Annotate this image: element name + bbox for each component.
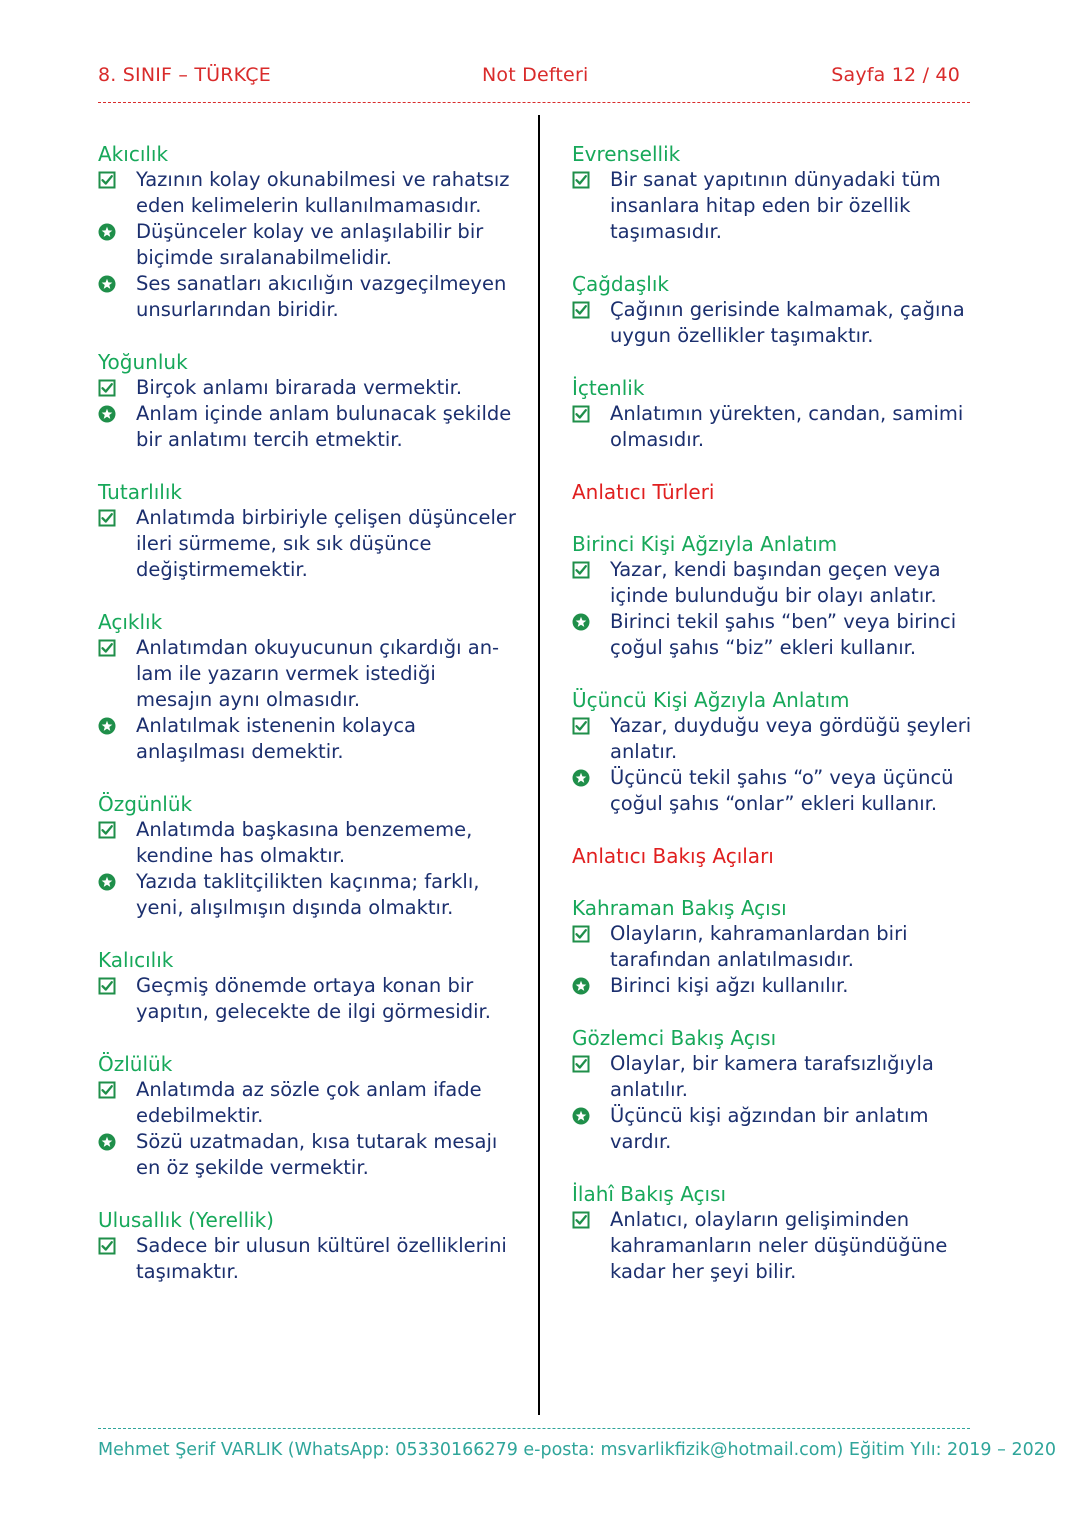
- section-ictenlik: [572, 375, 972, 453]
- list-item: [572, 401, 972, 453]
- list-item: [98, 375, 518, 401]
- section-title: Üçüncü Kişi Ağzıyla Anlatım: [572, 688, 850, 712]
- checkbox-icon: [98, 1237, 116, 1255]
- star-icon: [572, 613, 590, 631]
- footer-divider: [98, 1428, 970, 1429]
- section-gozlemci-bakis-acisi: [572, 1025, 972, 1155]
- list-item: [98, 869, 518, 921]
- class-subject-label: 8. SINIF – TÜRKÇE: [98, 64, 271, 86]
- section-title: Evrensellik: [572, 142, 681, 166]
- list-item: [98, 635, 518, 713]
- section-title: Ulusallık (Yerellik): [98, 1208, 274, 1232]
- list-item: [572, 713, 972, 765]
- chapter-heading: Anlatıcı Türleri: [572, 480, 715, 504]
- checkbox-icon: [98, 639, 116, 657]
- list-item: [572, 921, 972, 973]
- list-item-text: Yazar, duyduğu veya gördüğü şeyleri anlatır.: [610, 714, 972, 763]
- section-title: Akıcılık: [98, 142, 169, 166]
- star-icon: [98, 873, 116, 891]
- list-item: [98, 401, 518, 453]
- list-item: [98, 1233, 518, 1285]
- checkbox-icon: [98, 509, 116, 527]
- list-item: [98, 713, 518, 765]
- list-item: [572, 765, 972, 817]
- list-item-text: Düşünceler kolay ve anlaşılabilir bir biçimde sıralanabilmelidir.: [136, 220, 484, 269]
- list-item: [98, 973, 518, 1025]
- list-item-text: Anlatımın yürekten, candan, samimi olmasıdır.: [610, 402, 964, 451]
- list-item-text: Sözü uzatmadan, kısa tutarak mesajı en öz şekilde vermektir.: [136, 1130, 498, 1179]
- star-icon: [98, 223, 116, 241]
- list-item: [572, 557, 972, 609]
- list-item-text: Üçüncü kişi ağzından bir anlatım vardır.: [610, 1104, 929, 1153]
- list-item: [572, 1207, 972, 1285]
- star-icon: [572, 769, 590, 787]
- list-item-text: Yazıda taklitçilikten kaçınma; farklı, yeni, alışılmışın dışında olmaktır.: [136, 870, 480, 919]
- checkbox-icon: [572, 301, 590, 319]
- section-birinci-kisi-agziyla-anlatim: [572, 531, 972, 661]
- section-title: Kahraman Bakış Açısı: [572, 896, 787, 920]
- list-item-text: Birçok anlamı birarada vermektir.: [136, 376, 463, 399]
- section-title: Açıklık: [98, 610, 163, 634]
- list-item-text: Sadece bir ulusun kültürel özelliklerini taşımaktır.: [136, 1234, 507, 1283]
- list-item: [98, 505, 518, 583]
- star-icon: [572, 1107, 590, 1125]
- list-item-text: Birinci kişi ağzı kullanılır.: [610, 974, 849, 997]
- checkbox-icon: [98, 821, 116, 839]
- document-title: Not Defteri: [482, 64, 589, 86]
- section-title: Kalıcılık: [98, 948, 174, 972]
- list-item-text: Olaylar, bir kamera tarafsızlığıyla anlatılır.: [610, 1052, 934, 1101]
- left-column: [98, 141, 518, 1311]
- list-item-text: Anlatımda az sözle çok anlam ifade edebilmektir.: [136, 1078, 482, 1127]
- section-aciklik: [98, 609, 518, 765]
- section-title: Yoğunluk: [98, 350, 188, 374]
- section-title: Özlülük: [98, 1052, 173, 1076]
- checkbox-icon: [572, 925, 590, 943]
- section-anlatici-turleri: [572, 479, 972, 505]
- section-title: Birinci Kişi Ağzıyla Anlatım: [572, 532, 838, 556]
- chapter-heading: Anlatıcı Bakış Açıları: [572, 844, 774, 868]
- checkbox-icon: [98, 1081, 116, 1099]
- right-column: [572, 141, 972, 1311]
- list-item-text: Anlatıcı, olayların gelişiminden kahramanların neler düşündüğüne kadar her şeyi bilir.: [610, 1208, 948, 1283]
- list-item: [572, 297, 972, 349]
- section-title: İçtenlik: [572, 376, 645, 400]
- checkbox-icon: [572, 1211, 590, 1229]
- section-ucuncu-kisi-agziyla-anlatim: [572, 687, 972, 817]
- column-divider: [538, 115, 540, 1415]
- list-item-text: Olayların, kahramanlardan biri tarafından anlatılmasıdır.: [610, 922, 908, 971]
- section-title: Tutarlılık: [98, 480, 182, 504]
- page-header: [98, 64, 958, 94]
- section-ulusallik-yerellik: [98, 1207, 518, 1285]
- checkbox-icon: [98, 171, 116, 189]
- list-item-text: Anlatımda başkasına benzememe, kendine has olmaktır.: [136, 818, 473, 867]
- list-item-text: Anlatılmak istenenin kolayca anlaşılması demektir.: [136, 714, 416, 763]
- section-ozgunluk: [98, 791, 518, 921]
- list-item: [98, 1077, 518, 1129]
- star-icon: [98, 1133, 116, 1151]
- section-ozluluk: [98, 1051, 518, 1181]
- list-item: [98, 219, 518, 271]
- section-ilahi-bakis-acisi: [572, 1181, 972, 1285]
- list-item-text: Anlatımdan okuyucunun çıkardığı an-lam ile yazarın vermek istediği mesajın aynı olmasıdır.: [136, 636, 500, 711]
- list-item: [98, 271, 518, 323]
- list-item-text: Birinci tekil şahıs “ben” veya birinci çoğul şahıs “biz” ekleri kullanır.: [610, 610, 957, 659]
- checkbox-icon: [98, 379, 116, 397]
- list-item: [572, 167, 972, 245]
- list-item: [572, 973, 972, 999]
- list-item-text: Ses sanatları akıcılığın vazgeçilmeyen unsurlarından biridir.: [136, 272, 507, 321]
- checkbox-icon: [572, 1055, 590, 1073]
- section-tutarlilik: [98, 479, 518, 583]
- section-yogunluk: [98, 349, 518, 453]
- list-item: [572, 1103, 972, 1155]
- list-item-text: Çağının gerisinde kalmamak, çağına uygun özellikler taşımaktır.: [610, 298, 965, 347]
- section-title: Gözlemci Bakış Açısı: [572, 1026, 777, 1050]
- list-item-text: Anlam içinde anlam bulunacak şekilde bir anlatımı tercih etmektir.: [136, 402, 512, 451]
- footer-credits: Mehmet Şerif VARLIK (WhatsApp: 05330166279 e-posta: msvarlikfizik@hotmail.com) Eğitim Yılı: 2019 – 2020: [98, 1440, 1056, 1460]
- section-akicilik: [98, 141, 518, 323]
- star-icon: [572, 977, 590, 995]
- star-icon: [98, 717, 116, 735]
- list-item-text: Üçüncü tekil şahıs “o” veya üçüncü çoğul şahıs “onlar” ekleri kullanır.: [610, 766, 954, 815]
- list-item: [98, 1129, 518, 1181]
- list-item-text: Yazının kolay okunabilmesi ve rahatsız eden kelimelerin kullanılmamasıdır.: [136, 168, 510, 217]
- list-item: [98, 817, 518, 869]
- checkbox-icon: [572, 561, 590, 579]
- list-item: [98, 167, 518, 219]
- checkbox-icon: [572, 405, 590, 423]
- checkbox-icon: [572, 717, 590, 735]
- section-title: Özgünlük: [98, 792, 193, 816]
- list-item: [572, 609, 972, 661]
- section-title: İlahî Bakış Açısı: [572, 1182, 727, 1206]
- section-kahraman-bakis-acisi: [572, 895, 972, 999]
- list-item-text: Anlatımda birbiriyle çelişen düşünceler ileri sürmeme, sık sık düşünce değiştirmemektir.: [136, 506, 516, 581]
- section-anlatici-bakis-acilari: [572, 843, 972, 869]
- section-cagdaslik: [572, 271, 972, 349]
- section-title: Çağdaşlık: [572, 272, 669, 296]
- section-kalicilik: [98, 947, 518, 1025]
- header-divider: [98, 102, 970, 103]
- list-item-text: Bir sanat yapıtının dünyadaki tüm insanlara hitap eden bir özellik taşımasıdır.: [610, 168, 941, 243]
- list-item: [572, 1051, 972, 1103]
- list-item-text: Geçmiş dönemde ortaya konan bir yapıtın, gelecekte de ilgi görmesidir.: [136, 974, 491, 1023]
- list-item-text: Yazar, kendi başından geçen veya içinde bulunduğu bir olayı anlatır.: [610, 558, 941, 607]
- star-icon: [98, 275, 116, 293]
- section-evrensellik: [572, 141, 972, 245]
- checkbox-icon: [98, 977, 116, 995]
- checkbox-icon: [572, 171, 590, 189]
- page-number: Sayfa 12 / 40: [831, 64, 960, 86]
- star-icon: [98, 405, 116, 423]
